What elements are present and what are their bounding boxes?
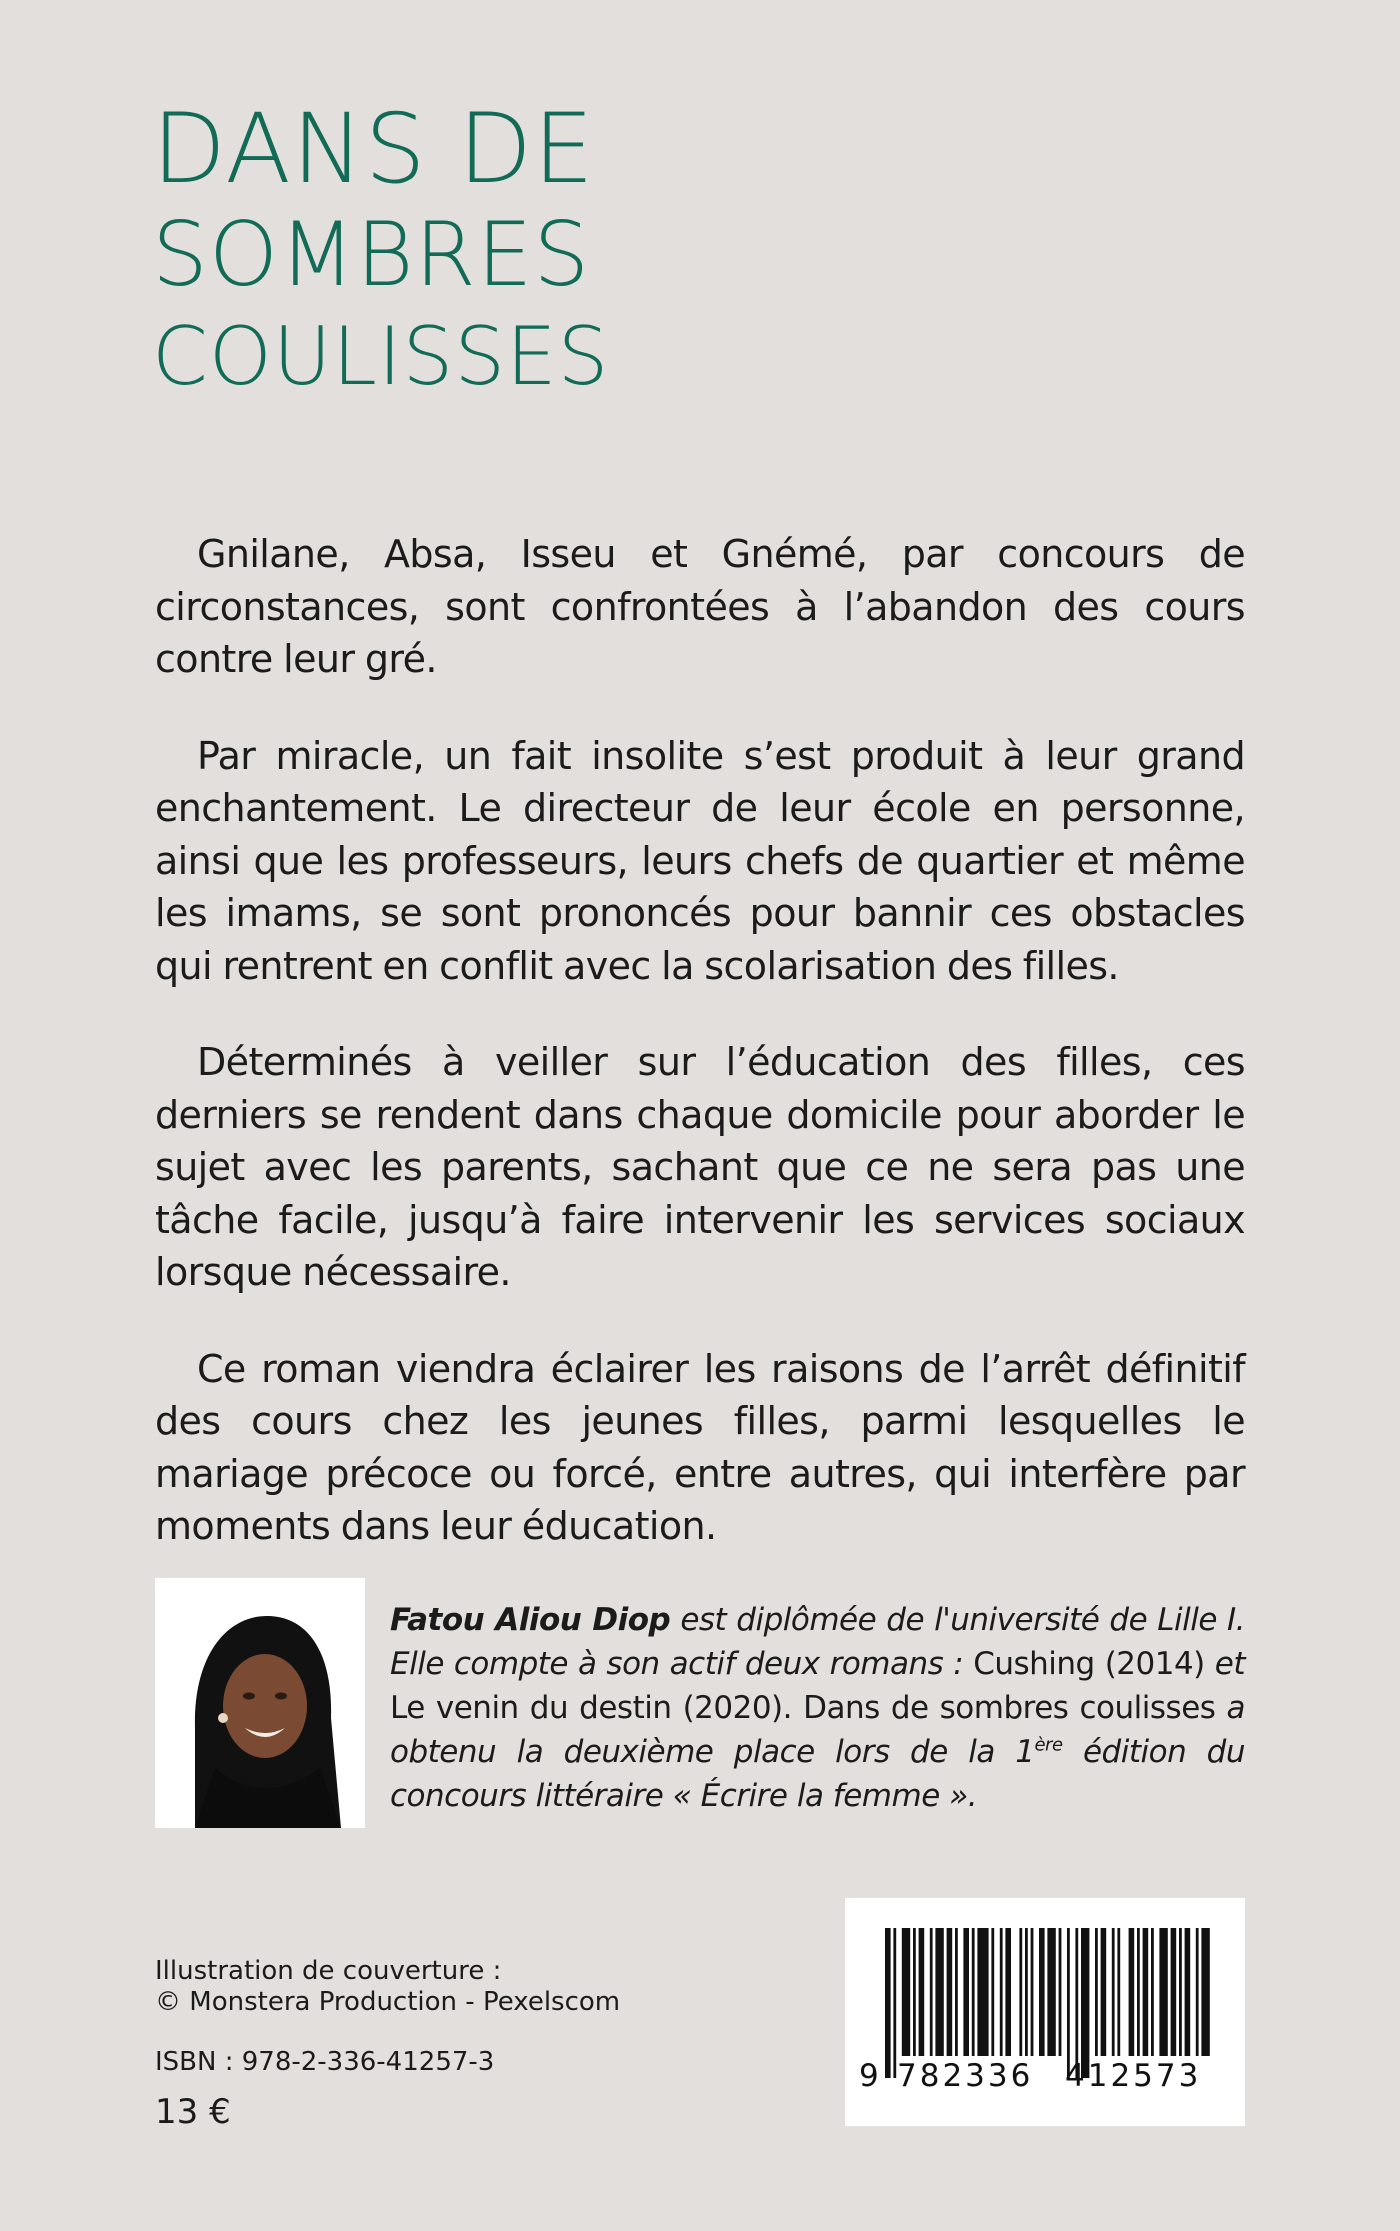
- author-bio-text: a obtenu la deuxième place lors de la 1: [390, 1690, 1245, 1770]
- barcode-bar: [1025, 1928, 1028, 2056]
- barcode-bar: [1059, 1928, 1062, 2056]
- barcode-bar: [1031, 1928, 1034, 2056]
- barcode-bar: [930, 1928, 933, 2056]
- barcode-bar: [1201, 1928, 1209, 2056]
- barcode-bar: [1112, 1928, 1115, 2056]
- barcode-group-right: 412573: [1065, 2058, 1202, 2094]
- barcode-bar: [1117, 1928, 1120, 2056]
- barcode-bar: [991, 1928, 994, 2056]
- back-cover-blurb: [155, 528, 1245, 1597]
- barcode-bar: [1081, 1928, 1089, 2078]
- barcode-bar: [1159, 1928, 1167, 2056]
- barcode-bar: [1095, 1928, 1098, 2056]
- barcode-bar: [1151, 1928, 1154, 2056]
- blurb-paragraph: Déterminés à veiller sur l’éducation des filles, ces derniers se rendent dans chaque domicile pour aborder le sujet avec les parents, sachant que ce ne sera pas une tâche facile, jusqu’à faire intervenir les services sociaux lorsque nécessaire.: [155, 1040, 1245, 1294]
- barcode-bar: [977, 1928, 988, 2056]
- barcode-bar: [902, 1928, 910, 2056]
- barcode-digit-first: 9: [859, 2058, 882, 2094]
- title-line-3: COULISSES: [152, 310, 610, 403]
- author-portrait-icon: [155, 1578, 365, 1828]
- author-photo: [155, 1578, 365, 1828]
- author-bio-text: et: [1204, 1646, 1245, 1682]
- barcode-bar: [1129, 1928, 1135, 2056]
- barcode-bar: [1075, 1928, 1078, 2078]
- credits-line-2: © Monstera Production - Pexelscom: [155, 1987, 621, 2017]
- title-line-2: SOMBRES: [152, 203, 591, 306]
- title-line-1: DANS DE: [152, 93, 595, 205]
- author-superscript: ère: [1034, 1734, 1063, 1756]
- barcode: [845, 1898, 1245, 2126]
- barcode-bar: [919, 1928, 925, 2056]
- blurb-paragraph: Ce roman viendra éclairer les raisons de l’arrêt définitif des cours chez les jeunes filles, parmi lesquelles le mariage précoce ou forcé, entre autres, qui interfère par moments dans leur éducation.: [155, 1346, 1245, 1548]
- barcode-bar: [935, 1928, 943, 2056]
- barcode-bar: [1067, 1928, 1070, 2078]
- barcode-bar: [1137, 1928, 1140, 2056]
- barcode-bar: [1047, 1928, 1055, 2056]
- author-book-1: Cushing (2014): [973, 1646, 1205, 1682]
- barcode-bar: [1185, 1928, 1191, 2056]
- blurb-paragraph: Par miracle, un fait insolite s’est produit à leur grand enchantement. Le directeur de leur école en personne, ainsi que les professeurs, leurs chefs de quartier et même les imams, se sont prononcés pour bannir ces obstacles qui rentrent en conflit avec la scolarisation des filles.: [155, 733, 1245, 988]
- author-book-2: Le venin du destin (2020). Dans de sombres coulisses: [390, 1690, 1216, 1726]
- credits-line-1: Illustration de couverture :: [155, 1956, 502, 1986]
- barcode-bar: [1143, 1928, 1149, 2056]
- author-bio-text: est diplômée de l'université de Lille I. Elle compte à son actif deux romans :: [390, 1602, 1245, 1682]
- barcode-bar: [972, 1928, 975, 2056]
- barcode-bar: [913, 1928, 916, 2056]
- barcode-bar: [1000, 1928, 1003, 2056]
- isbn: ISBN : 978-2-336-41257-3: [155, 2047, 495, 2077]
- barcode-bar: [963, 1928, 969, 2056]
- barcode-group-left: 782336: [897, 2058, 1034, 2094]
- cover-credits: [155, 1956, 620, 2018]
- price: 13 €: [155, 2092, 231, 2132]
- barcode-digits: [845, 2058, 1245, 2098]
- barcode-bar: [955, 1928, 958, 2056]
- barcode-bar: [885, 1928, 891, 2078]
- blurb-paragraph: Gnilane, Absa, Isseu et Gnémé, par concours de circonstances, sont confrontées à l’abandon des cours contre leur gré.: [155, 532, 1245, 681]
- barcode-bar: [1101, 1928, 1107, 2056]
- barcode-bar: [1179, 1928, 1182, 2056]
- barcode-bar: [947, 1928, 953, 2056]
- barcode-bar: [893, 1928, 896, 2078]
- barcode-bar: [1019, 1928, 1022, 2056]
- book-title: [152, 95, 609, 407]
- barcode-bar: [1171, 1928, 1177, 2056]
- barcode-bar: [1039, 1928, 1045, 2056]
- author-name: Fatou Aliou Diop: [390, 1602, 671, 1638]
- barcode-bar: [1005, 1928, 1011, 2056]
- author-bio: [390, 1598, 1245, 1818]
- author-bio-text: édition du concours littéraire « Écrire la femme ».: [390, 1734, 1245, 1814]
- barcode-bar: [1196, 1928, 1199, 2056]
